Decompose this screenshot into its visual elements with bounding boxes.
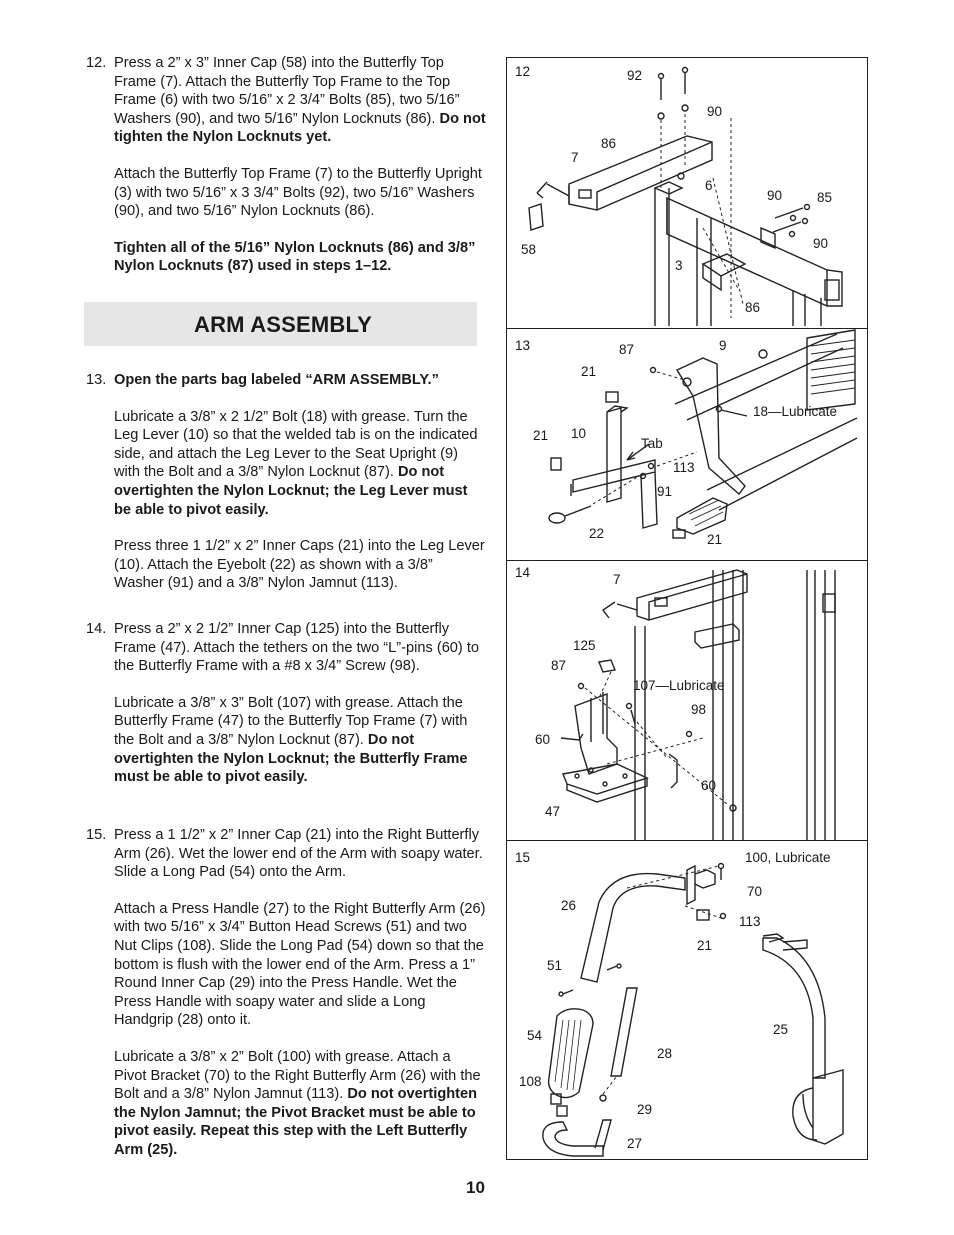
instruction-paragraph bbox=[114, 165, 486, 221]
part-callout: 27 bbox=[627, 1136, 643, 1151]
part-callout: 91 bbox=[657, 484, 673, 499]
part-callout: 86 bbox=[745, 300, 761, 315]
part-callout: 7 bbox=[613, 572, 621, 587]
part-callout: 58 bbox=[521, 242, 537, 257]
section-title: ARM ASSEMBLY bbox=[194, 312, 373, 337]
part-callout: 21 bbox=[581, 364, 597, 379]
step-body bbox=[86, 620, 486, 787]
instruction-warning-text: Do not overtighten the Nylon Jamnut; the Pivot Bracket must be able to pivot easily. Repeat this step with the Left Butterfly Arm (25). bbox=[114, 1086, 478, 1158]
part-callout: 10 bbox=[571, 426, 587, 441]
figure-12-drawing bbox=[529, 68, 842, 327]
instruction-paragraph bbox=[114, 408, 486, 520]
figure-number: 14 bbox=[515, 565, 531, 580]
instruction-paragraph bbox=[114, 537, 486, 593]
step-body bbox=[86, 54, 486, 276]
part-callout: 98 bbox=[691, 702, 707, 717]
part-callout: 113 bbox=[673, 460, 695, 475]
instruction-text: Attach a Press Handle (27) to the Right Butterfly Arm (26) with two 5/16” x 3/4” Button Head Screws (51) and two Nut Clips (108). Slide the Long Pad (54) down so that the bottom is flush with the lower end of the Arm. Press a 1” Round Inner Cap (29) into the Press Handle. Wet the Press Handle with soapy water and slide a Long Handgrip (28) onto it. bbox=[114, 900, 486, 1029]
step-number: 14. bbox=[86, 621, 107, 637]
part-callout: 26 bbox=[561, 898, 577, 913]
part-callout: 90 bbox=[813, 236, 829, 251]
instruction-warning-text: Tighten all of the 5/16” Nylon Locknuts (86) and 3/8” Nylon Locknuts (87) used in steps 1–12. bbox=[114, 239, 476, 275]
section-banner bbox=[84, 302, 477, 346]
assembly-diagrams bbox=[507, 58, 869, 1161]
instruction-text: Press a 2” x 3” Inner Cap (58) into the Butterfly Top Frame (7). Attach the Butterfly Top Frame to the Top Frame (6) with two 5/16” x 2 3/4” Bolts (85), two 5/16” Washers (90), and two 5/16” Nylon Locknuts (86). bbox=[114, 55, 460, 127]
part-callout: 3 bbox=[675, 258, 683, 273]
part-callout: 113 bbox=[739, 914, 761, 929]
instruction-warning-text: Open the parts bag labeled “ARM ASSEMBLY.” bbox=[114, 372, 439, 388]
instruction-paragraph bbox=[114, 694, 486, 787]
step-body bbox=[86, 826, 486, 1160]
instruction-text: Lubricate a 3/8” x 3” Bolt (107) with grease. Attach the Butterfly Frame (47) to the Butterfly Top Frame (7) with the Bolt and a 3/8” Nylon Locknut (87). bbox=[114, 694, 468, 748]
part-callout: 22 bbox=[589, 526, 605, 541]
instruction-paragraph bbox=[114, 620, 486, 676]
figure-13-drawing bbox=[549, 330, 857, 538]
instruction-paragraph bbox=[114, 371, 486, 390]
instruction-text: Attach the Butterfly Top Frame (7) to the Butterfly Upright (3) with two 5/16” x 3 3/4” Bolts (92), two 5/16” Washers (90), and two 5/16” Nylon Locknuts (86). bbox=[114, 165, 482, 220]
figure-number: 15 bbox=[515, 850, 531, 865]
part-callout: 21 bbox=[533, 428, 549, 443]
part-callout: 85 bbox=[817, 190, 833, 205]
part-callout: 21 bbox=[697, 938, 713, 953]
instruction-warning-text: Do not tighten the Nylon Locknuts yet. bbox=[114, 110, 486, 146]
part-callout: 87 bbox=[619, 342, 635, 357]
page-number: 10 bbox=[466, 1178, 485, 1197]
instruction-warning-text: Do not overtighten the Nylon Locknut; the Leg Lever must be able to pivot easily. bbox=[114, 464, 468, 518]
step-number: 15. bbox=[86, 827, 107, 843]
part-callout: 70 bbox=[747, 884, 763, 899]
instruction-text: Press a 2” x 2 1/2” Inner Cap (125) into the Butterfly Frame (47). Attach the tethers on the two “L”-pins (60) to the Butterfly Frame with a #8 x 3/4” Screw (98). bbox=[114, 621, 480, 675]
part-callout: 90 bbox=[767, 188, 783, 203]
part-callout: 92 bbox=[627, 68, 643, 83]
part-callout: 125 bbox=[573, 638, 596, 653]
part-callout: 90 bbox=[707, 104, 723, 119]
figure-number: 13 bbox=[515, 338, 531, 353]
part-callout: 28 bbox=[657, 1046, 673, 1061]
figure-12-labels bbox=[515, 64, 832, 315]
instruction-paragraph bbox=[114, 900, 486, 1030]
part-callout: 25 bbox=[773, 1022, 789, 1037]
part-callout: 54 bbox=[527, 1028, 543, 1043]
figure-15-drawing bbox=[543, 864, 843, 1157]
instruction-paragraph bbox=[114, 1048, 486, 1160]
part-callout: 87 bbox=[551, 658, 567, 673]
instruction-paragraph bbox=[114, 826, 486, 882]
part-callout: 100, Lubricate bbox=[745, 850, 831, 865]
part-callout: 9 bbox=[719, 338, 727, 353]
instruction-text: Press three 1 1/2” x 2” Inner Caps (21) into the Leg Lever (10). Attach the Eyebolt (22) as shown with a 3/8” Washer (91) and a 3/8” Nylon Jamnut (113). bbox=[114, 538, 485, 592]
step-12 bbox=[86, 54, 486, 276]
part-callout: 51 bbox=[547, 958, 563, 973]
part-callout: 7 bbox=[571, 150, 579, 165]
step-body bbox=[86, 371, 486, 593]
figure-14-labels bbox=[515, 565, 725, 819]
instruction-paragraph bbox=[114, 239, 486, 276]
step-number: 12. bbox=[86, 55, 107, 71]
part-callout: 21 bbox=[707, 532, 723, 547]
instruction-text: Lubricate a 3/8” x 2 1/2” Bolt (18) with grease. Turn the Leg Lever (10) so that the welded tab is on the indicated side, and attach the Leg Lever to the Seat Upright (9) with the Bolt and a 3/8” Nylon Locknut (87). bbox=[114, 408, 478, 481]
instruction-paragraph bbox=[114, 54, 486, 147]
step-15 bbox=[86, 826, 486, 1160]
part-callout: 47 bbox=[545, 804, 561, 819]
step-number: 13. bbox=[86, 372, 107, 388]
figure-panel bbox=[506, 57, 868, 1160]
part-callout: 86 bbox=[601, 136, 617, 151]
step-13 bbox=[86, 371, 486, 593]
part-callout: 108 bbox=[519, 1074, 542, 1089]
part-callout: 6 bbox=[705, 178, 713, 193]
instruction-text: Press a 1 1/2” x 2” Inner Cap (21) into the Right Butterfly Arm (26). Wet the lower end of the Arm with soapy water. Slide a Long Pad (54) onto the Arm. bbox=[114, 827, 483, 881]
step-14 bbox=[86, 620, 486, 787]
figure-number: 12 bbox=[515, 64, 531, 79]
part-callout: 18—Lubricate bbox=[753, 404, 838, 419]
part-callout: 60 bbox=[701, 778, 717, 793]
part-callout: 29 bbox=[637, 1102, 653, 1117]
instruction-text: Lubricate a 3/8” x 2” Bolt (100) with grease. Attach a Pivot Bracket (70) to the Right Butterfly Arm (26) with the Bolt and a 3/8” Nylon Jamnut (113). bbox=[114, 1048, 481, 1103]
instruction-warning-text: Do not overtighten the Nylon Locknut; the Butterfly Frame must be able to pivot easily. bbox=[114, 731, 468, 786]
part-callout: 107—Lubricate bbox=[633, 678, 725, 693]
part-callout: Tab bbox=[641, 436, 663, 451]
part-callout: 60 bbox=[535, 732, 551, 747]
